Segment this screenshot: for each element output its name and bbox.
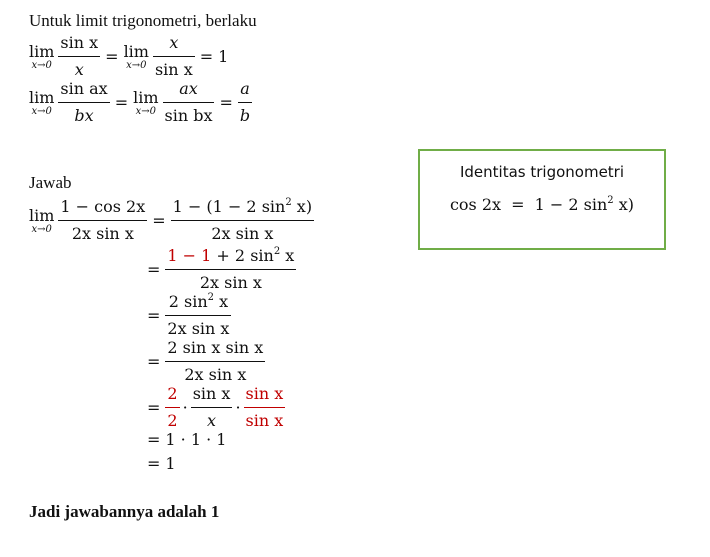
fraction: $\frac{x}{\text{sin x}}$ [154, 33, 193, 79]
fraction: $\frac{\text{2 sin x sin x}}{\text{2x sin x}}$ [167, 338, 264, 384]
rule-result: 1 [218, 47, 229, 66]
fraction: $\frac{2}{2}$ [167, 384, 178, 430]
fraction: $\frac{\text{sin x}}{x}$ [60, 33, 99, 79]
step-2: = $\frac{2 \sin^2 x}{\text{2x sin x}}$ [147, 292, 230, 338]
fraction: $\frac{2 \sin^2 x}{\text{2x sin x}}$ [167, 292, 230, 338]
limit-operator: lim x→0 [29, 41, 55, 71]
limit-rule-1: lim x→0 $\frac{\text{sin x}}{x}$ = lim x→0 $\frac{x}{\text{sin x}}$ = 1 [29, 33, 229, 79]
fraction: $\frac{\text{sin x}}{\text{sin x}}$ [245, 384, 284, 430]
limit-operator: lim x→0 [29, 87, 55, 117]
step-3: = $\frac{\text{2 sin x sin x}}{\text{2x sin x}}$ [147, 338, 264, 384]
fraction: $\frac{\text{sin ax}}{bx}$ [60, 79, 108, 125]
fraction: $\frac{1 - \cos 2x}{\text{2x sin x}}$ [60, 197, 146, 243]
fraction: $\frac{\text{sin x}}{x}$ [192, 384, 231, 430]
identity-title: Identitas trigonometri [459, 163, 625, 181]
identity-formula: cos 2x = 1 − 2 $\sin^2 x$) [449, 195, 635, 214]
intro-heading: Untuk limit trigonometri, berlaku [29, 11, 257, 30]
cancelled-terms: 1 − 1 [167, 246, 212, 265]
limit-operator: lim x→0 [123, 41, 149, 71]
step-6: = 1 [147, 454, 176, 473]
answer-label: Jawab [29, 173, 72, 192]
fraction: $\frac{ax}{\text{sin bx}}$ [164, 79, 213, 125]
limit-operator: lim x→0 [29, 205, 55, 235]
fraction: $\frac{1 - 1 + 2 \sin^2 x}{\text{2x sin x}}$ [167, 246, 295, 292]
fraction: $\frac{1 - (1 - 2 \sin^2 x)}{\text{2x sin x}}$ [172, 197, 313, 243]
limit-rule-2: lim x→0 $\frac{\text{sin ax}}{bx}$ = lim x→0 $\frac{ax}{\text{sin bx}}$ = $\frac{a}{b}$ [29, 79, 251, 125]
step-5: = 1 · 1 · 1 [147, 430, 227, 449]
step-1: = $\frac{1 - 1 + 2 \sin^2 x}{\text{2x sin x}}$ [147, 246, 295, 292]
step-0: lim x→0 $\frac{1 - \cos 2x}{\text{2x sin x}}$ = $\frac{1 - (1 - 2 \sin^2 x)}{\text{2x sin x}}$ [29, 197, 313, 243]
conclusion: Jadi jawabannya adalah 1 [29, 502, 220, 521]
step-4: = $\frac{2}{2}$ · $\frac{\text{sin x}}{x}$ · $\frac{\text{sin x}}{\text{sin x}}$ [147, 384, 284, 430]
fraction: $\frac{a}{b}$ [239, 79, 251, 125]
limit-operator: lim x→0 [133, 87, 159, 117]
identity-box [418, 149, 666, 250]
